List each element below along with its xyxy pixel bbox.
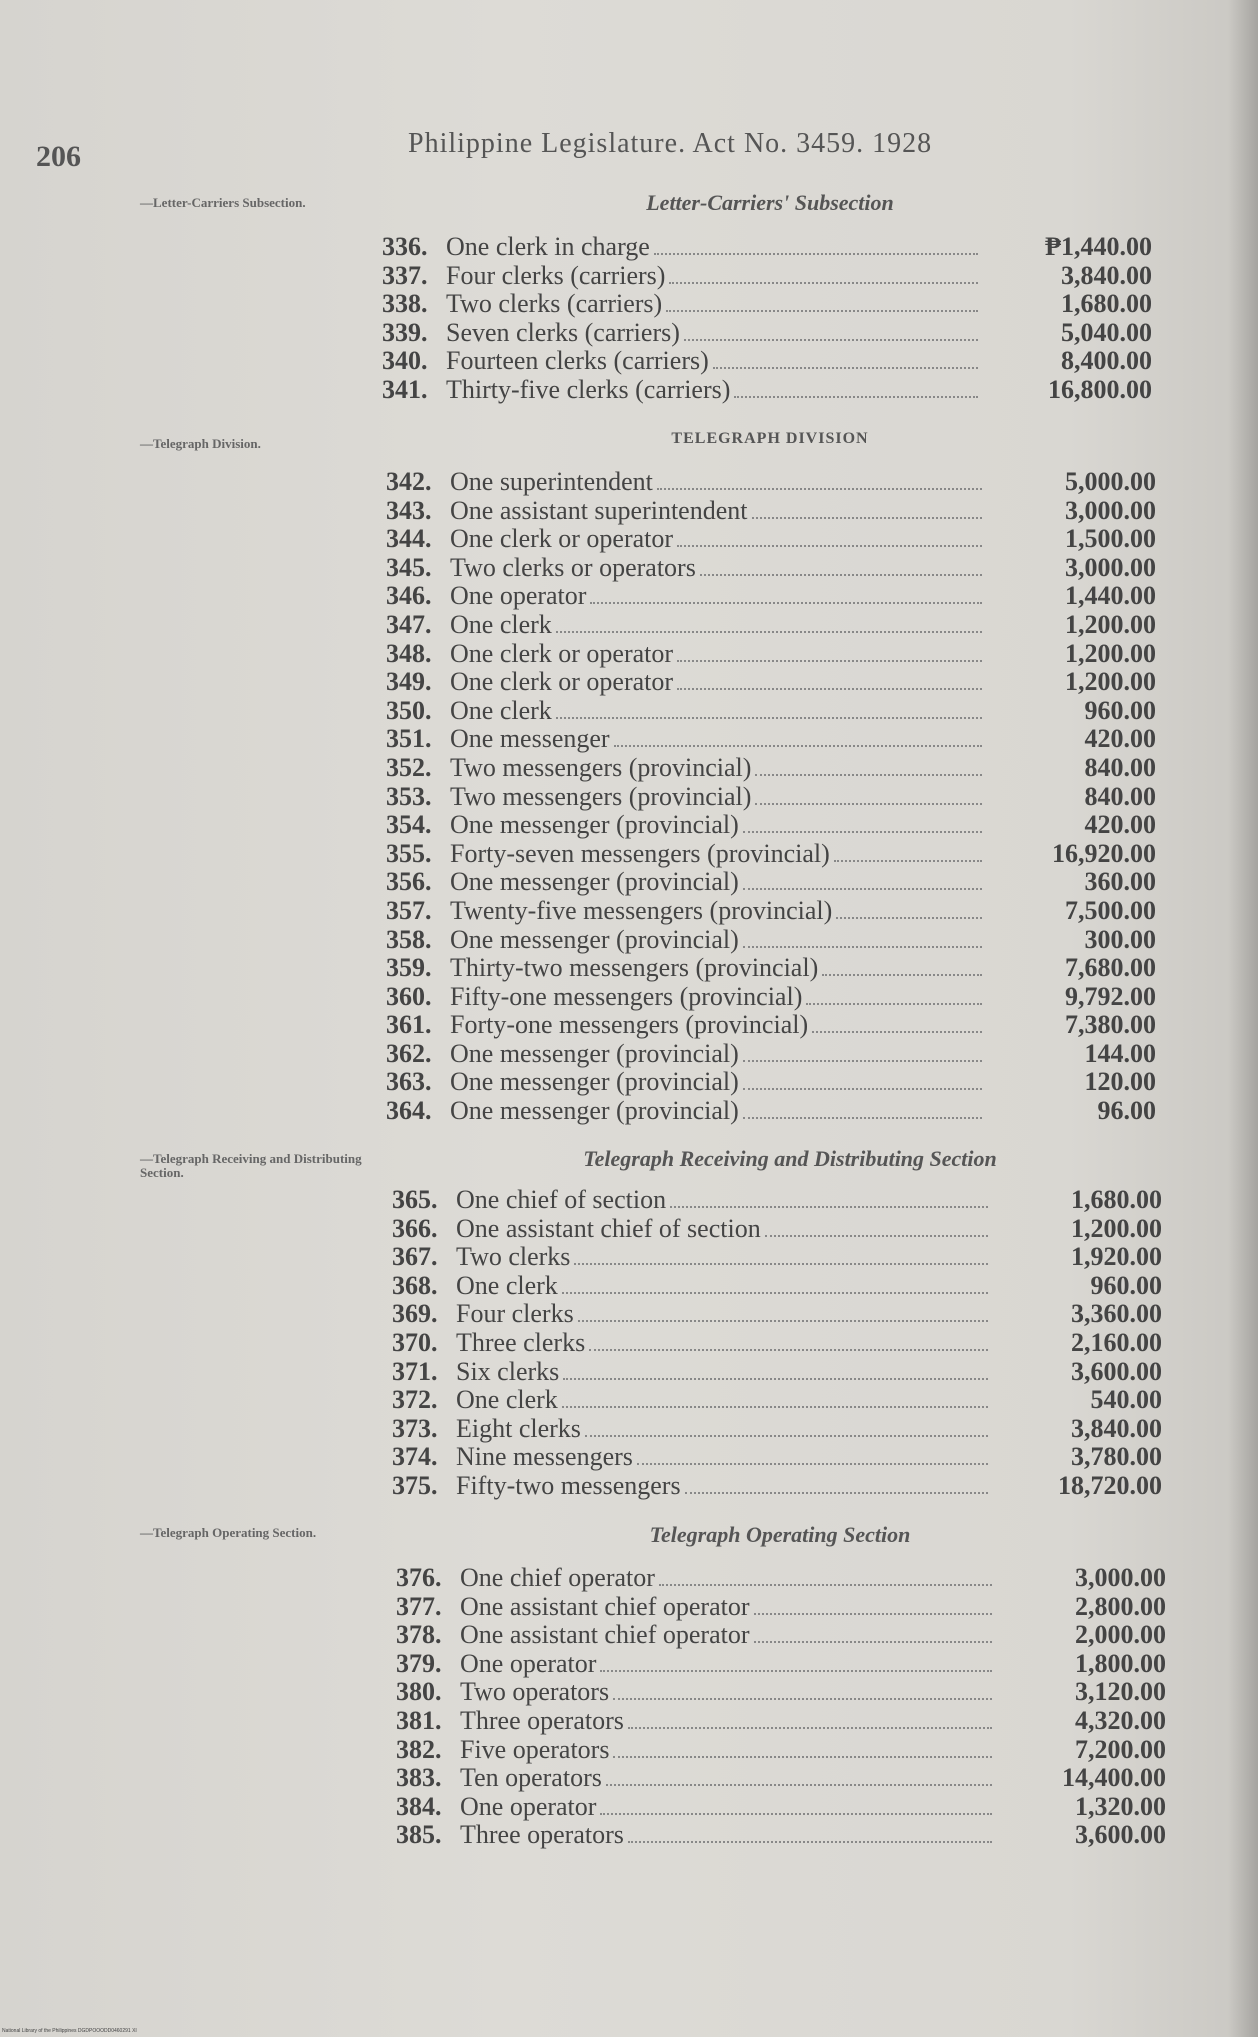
entry-description: One clerk or operator [450, 638, 674, 668]
entry-number: 345. [386, 552, 432, 582]
entry-amount: 420.00 [1084, 810, 1156, 840]
entry-description: Two clerks (carriers) [446, 289, 663, 319]
leader-dots [614, 745, 982, 747]
section-heading-telegraph-division: TELEGRAPH DIVISION [671, 430, 869, 447]
entries-receiving-distributing [392, 1185, 1162, 1500]
entry-number: 371. [392, 1356, 438, 1386]
entry-row [386, 553, 1156, 582]
entry-number: 336. [382, 232, 428, 261]
leader-dots [743, 888, 982, 890]
entry-amount: 18,720.00 [1058, 1470, 1162, 1500]
entry-description: One operator [460, 1648, 597, 1678]
leader-dots [606, 1784, 992, 1786]
entry-number: 367. [392, 1242, 438, 1272]
entry-amount: 3,840.00 [1071, 1413, 1162, 1443]
entry-description: One operator [450, 581, 587, 611]
leader-dots [556, 631, 982, 633]
entry-description: Two messengers (provincial) [450, 781, 752, 811]
entry-description: Four clerks [456, 1299, 574, 1329]
entry-amount: 7,680.00 [1065, 953, 1156, 983]
entry-description: One messenger (provincial) [450, 867, 739, 897]
entry-row [396, 1563, 1166, 1592]
entry-number: 369. [392, 1299, 438, 1329]
leader-dots [585, 1435, 988, 1437]
leader-dots [765, 1235, 988, 1237]
leader-dots [836, 917, 982, 919]
entry-amount: 1,200.00 [1065, 638, 1156, 668]
entry-row [386, 581, 1156, 610]
entry-number: 352. [386, 752, 432, 782]
entry-row [386, 839, 1156, 868]
entries-telegraph-division [386, 467, 1156, 1125]
entry-amount: 9,792.00 [1065, 981, 1156, 1011]
section-heading-operating: Telegraph Operating Section [649, 1522, 911, 1547]
entry-description: Nine messengers [456, 1442, 633, 1472]
entry-description: One chief of section [456, 1185, 667, 1214]
entry-row [396, 1649, 1166, 1678]
entry-row [386, 953, 1156, 982]
leader-dots [657, 488, 982, 490]
entry-number: 337. [382, 260, 428, 290]
leader-dots [628, 1727, 992, 1729]
entry-amount: 1,200.00 [1071, 1213, 1162, 1243]
page-number: 206 [36, 140, 81, 173]
entry-description: One clerk [456, 1385, 558, 1415]
entry-amount: 3,780.00 [1071, 1442, 1162, 1472]
leader-dots [677, 688, 982, 690]
entries-operating [396, 1563, 1166, 1849]
entry-number: 341. [382, 374, 428, 404]
entry-amount: 300.00 [1084, 924, 1156, 954]
entry-description: One clerk [456, 1270, 558, 1300]
entry-description: One clerk or operator [450, 667, 674, 697]
entry-description: Forty-seven messengers (provincial) [450, 838, 830, 868]
footer-attribution: National Library of the Philippines DGDPOOODD0460291 XI [2, 2028, 137, 2034]
leader-dots [734, 396, 978, 398]
entry-description: Two clerks [456, 1242, 571, 1272]
entry-row [386, 982, 1156, 1011]
entry-number: 350. [386, 695, 432, 725]
entry-row [392, 1214, 1162, 1243]
entry-description: Seven clerks (carriers) [446, 317, 680, 347]
entry-amount: 16,920.00 [1052, 838, 1156, 868]
entry-number: 382. [396, 1734, 442, 1764]
entry-amount: 7,380.00 [1065, 1010, 1156, 1040]
entry-description: One messenger (provincial) [450, 1038, 739, 1068]
entry-description: Two operators [460, 1677, 610, 1707]
entry-row [382, 318, 1152, 347]
entry-amount: 3,360.00 [1071, 1299, 1162, 1329]
entry-row [386, 467, 1156, 496]
entry-amount: 360.00 [1084, 867, 1156, 897]
entry-row [382, 232, 1152, 261]
leader-dots [590, 602, 982, 604]
leader-dots [659, 1584, 992, 1586]
entry-row [396, 1706, 1166, 1735]
entry-amount: 8,400.00 [1061, 346, 1152, 376]
entry-number: 342. [386, 467, 432, 496]
entry-number: 359. [386, 953, 432, 983]
entry-row [392, 1185, 1162, 1214]
entry-number: 354. [386, 810, 432, 840]
entry-row [386, 896, 1156, 925]
leader-dots [743, 1088, 982, 1090]
entry-description: One messenger (provincial) [450, 1096, 739, 1126]
leader-dots [834, 860, 982, 862]
entry-amount: 960.00 [1090, 1270, 1162, 1300]
leader-dots [700, 574, 982, 576]
entry-amount: 2,800.00 [1075, 1591, 1166, 1621]
entry-description: Thirty-five clerks (carriers) [446, 374, 731, 404]
entry-amount: 1,200.00 [1065, 609, 1156, 639]
entry-row [396, 1592, 1166, 1621]
entry-row [392, 1242, 1162, 1271]
section-heading-receiving-distributing: Telegraph Receiving and Distributing Section [583, 1146, 997, 1171]
entry-amount: 3,840.00 [1061, 260, 1152, 290]
leader-dots [743, 1060, 982, 1062]
entry-description: Fifty-two messengers [456, 1470, 681, 1500]
entry-row [392, 1471, 1162, 1500]
leader-dots [822, 974, 982, 976]
entry-description: Three operators [460, 1820, 624, 1850]
entry-row [386, 667, 1156, 696]
leader-dots [754, 1613, 992, 1615]
entry-amount: 2,160.00 [1071, 1327, 1162, 1357]
entry-description: One superintendent [450, 467, 653, 496]
entry-amount: 3,600.00 [1071, 1356, 1162, 1386]
leader-dots [556, 717, 982, 719]
entry-row [386, 610, 1156, 639]
entry-row [386, 925, 1156, 954]
leader-dots [743, 831, 982, 833]
leader-dots [562, 1406, 988, 1408]
entry-number: 375. [392, 1470, 438, 1500]
entry-number: 339. [382, 317, 428, 347]
leader-dots [589, 1349, 988, 1351]
entry-row [396, 1763, 1166, 1792]
entry-number: 380. [396, 1677, 442, 1707]
entry-row [396, 1792, 1166, 1821]
entry-number: 356. [386, 867, 432, 897]
entry-row [392, 1385, 1162, 1414]
entry-amount: 3,000.00 [1065, 552, 1156, 582]
entry-description: One clerk in charge [446, 232, 650, 261]
entry-row [386, 1039, 1156, 1068]
entry-row [386, 1010, 1156, 1039]
entry-amount: 3,000.00 [1065, 495, 1156, 525]
entry-amount: 16,800.00 [1048, 374, 1152, 404]
entry-amount: 1,500.00 [1065, 524, 1156, 554]
leader-dots [806, 1003, 982, 1005]
entry-amount: 1,320.00 [1075, 1791, 1166, 1821]
entry-number: 360. [386, 981, 432, 1011]
entry-row [386, 524, 1156, 553]
entry-number: 381. [396, 1705, 442, 1735]
entry-number: 366. [392, 1213, 438, 1243]
entry-row [382, 261, 1152, 290]
entry-description: Forty-one messengers (provincial) [450, 1010, 809, 1040]
entry-amount: 3,120.00 [1075, 1677, 1166, 1707]
entry-row [386, 639, 1156, 668]
entry-number: 351. [386, 724, 432, 754]
entry-number: 377. [396, 1591, 442, 1621]
entry-amount: 1,680.00 [1071, 1185, 1162, 1214]
entry-number: 338. [382, 289, 428, 319]
entry-number: 353. [386, 781, 432, 811]
entry-row [386, 1096, 1156, 1125]
entry-description: One messenger (provincial) [450, 1067, 739, 1097]
entry-row [386, 810, 1156, 839]
entry-number: 362. [386, 1038, 432, 1068]
entry-description: One assistant chief of section [456, 1213, 761, 1243]
leader-dots [613, 1698, 992, 1700]
margin-note-operating: —Telegraph Operating Section. [140, 1525, 317, 1540]
leader-dots [754, 1641, 992, 1643]
entry-amount: 5,000.00 [1065, 467, 1156, 496]
entry-number: 376. [396, 1563, 442, 1592]
entry-description: Eight clerks [456, 1413, 581, 1443]
entry-amount: 14,400.00 [1062, 1763, 1166, 1793]
entry-number: 364. [386, 1096, 432, 1126]
margin-note-telegraph-division: —Telegraph Division. [140, 436, 261, 451]
leader-dots [743, 946, 982, 948]
leader-dots [613, 1756, 992, 1758]
section-heading-letter-carriers: Letter-Carriers' Subsection [646, 190, 894, 215]
leader-dots [743, 1117, 982, 1119]
leader-dots [600, 1670, 992, 1672]
entry-number: 348. [386, 638, 432, 668]
leader-dots [752, 517, 983, 519]
leader-dots [574, 1263, 988, 1265]
entry-amount: 144.00 [1084, 1038, 1156, 1068]
entry-amount: 7,200.00 [1075, 1734, 1166, 1764]
entry-number: 344. [386, 524, 432, 554]
entry-description: One assistant superintendent [450, 495, 748, 525]
entry-number: 373. [392, 1413, 438, 1443]
entry-number: 374. [392, 1442, 438, 1472]
entry-amount: 420.00 [1084, 724, 1156, 754]
entry-description: Six clerks [456, 1356, 560, 1386]
entry-amount: 540.00 [1090, 1385, 1162, 1415]
entry-amount: 1,200.00 [1065, 667, 1156, 697]
entry-amount: 840.00 [1084, 781, 1156, 811]
entry-amount: 96.00 [1097, 1096, 1156, 1126]
entry-amount: 5,040.00 [1061, 317, 1152, 347]
leader-dots [812, 1031, 982, 1033]
entry-number: 340. [382, 346, 428, 376]
entry-number: 355. [386, 838, 432, 868]
entry-description: One clerk [450, 695, 552, 725]
entry-description: Three clerks [456, 1327, 586, 1357]
entry-row [392, 1271, 1162, 1300]
entry-row [386, 496, 1156, 525]
entry-description: One chief operator [460, 1563, 655, 1592]
leader-dots [677, 660, 982, 662]
entry-number: 343. [386, 495, 432, 525]
entry-description: One messenger (provincial) [450, 924, 739, 954]
entry-description: One clerk [450, 609, 552, 639]
entry-row [396, 1820, 1166, 1849]
leader-dots [669, 282, 978, 284]
entry-amount: 1,800.00 [1075, 1648, 1166, 1678]
entry-row [396, 1620, 1166, 1649]
leader-dots [666, 310, 978, 312]
entry-number: 346. [386, 581, 432, 611]
leader-dots [563, 1378, 988, 1380]
entry-amount: 4,320.00 [1075, 1705, 1166, 1735]
margin-note-receiving-distributing: —Telegraph Receiving and Distributing Section. [140, 1151, 362, 1180]
entry-row [382, 346, 1152, 375]
page-edge-shadow [1228, 0, 1258, 2037]
leader-dots [628, 1841, 992, 1843]
running-head: Philippine Legislature. Act No. 3459. 1928 [408, 128, 933, 159]
entry-description: Three operators [460, 1705, 624, 1735]
entry-number: 370. [392, 1327, 438, 1357]
entry-description: Ten operators [460, 1763, 602, 1793]
entry-number: 368. [392, 1270, 438, 1300]
entry-number: 349. [386, 667, 432, 697]
entry-description: Thirty-two messengers (provincial) [450, 953, 819, 983]
entry-description: Twenty-five messengers (provincial) [450, 895, 833, 925]
entry-row [392, 1414, 1162, 1443]
entries-letter-carriers [382, 232, 1152, 404]
leader-dots [562, 1292, 988, 1294]
entry-number: 383. [396, 1763, 442, 1793]
entry-amount: 3,000.00 [1075, 1563, 1166, 1592]
entry-description: Fifty-one messengers (provincial) [450, 981, 803, 1011]
entry-row [392, 1357, 1162, 1386]
entry-number: 379. [396, 1648, 442, 1678]
entry-description: One clerk or operator [450, 524, 674, 554]
leader-dots [713, 367, 978, 369]
entry-amount: 7,500.00 [1065, 895, 1156, 925]
entry-amount: 2,000.00 [1075, 1620, 1166, 1650]
leader-dots [677, 545, 982, 547]
entry-description: One assistant chief operator [460, 1591, 750, 1621]
entry-number: 357. [386, 895, 432, 925]
entry-amount: 1,680.00 [1061, 289, 1152, 319]
entry-description: Two clerks or operators [450, 552, 696, 582]
entry-row [392, 1328, 1162, 1357]
entry-amount: 840.00 [1084, 752, 1156, 782]
leader-dots [654, 253, 978, 255]
leader-dots [637, 1463, 988, 1465]
entry-number: 365. [392, 1185, 438, 1214]
entry-amount: 960.00 [1084, 695, 1156, 725]
entry-row [386, 753, 1156, 782]
entry-amount: 1,440.00 [1065, 581, 1156, 611]
entry-number: 384. [396, 1791, 442, 1821]
entry-row [386, 782, 1156, 811]
entry-amount: 1,920.00 [1071, 1242, 1162, 1272]
entry-row [386, 867, 1156, 896]
entry-number: 363. [386, 1067, 432, 1097]
entry-row [396, 1735, 1166, 1764]
entry-description: Fourteen clerks (carriers) [446, 346, 709, 376]
entry-number: 358. [386, 924, 432, 954]
entry-amount: 3,600.00 [1075, 1820, 1166, 1850]
entry-row [392, 1442, 1162, 1471]
leader-dots [578, 1320, 988, 1322]
entry-row [392, 1299, 1162, 1328]
entry-amount: ₱1,440.00 [1045, 232, 1152, 261]
leader-dots [685, 1492, 988, 1494]
entry-description: One messenger [450, 724, 610, 754]
entry-description: Four clerks (carriers) [446, 260, 666, 290]
entry-row [382, 289, 1152, 318]
entry-description: One messenger (provincial) [450, 810, 739, 840]
leader-dots [755, 803, 982, 805]
entry-description: One operator [460, 1791, 597, 1821]
entry-description: Five operators [460, 1734, 610, 1764]
entry-number: 378. [396, 1620, 442, 1650]
entry-row [386, 724, 1156, 753]
entry-row [396, 1677, 1166, 1706]
leader-dots [684, 339, 978, 341]
leader-dots [670, 1206, 988, 1208]
entry-number: 385. [396, 1820, 442, 1850]
margin-note-letter-carriers: —Letter-Carriers Subsection. [140, 195, 306, 210]
entry-row [386, 696, 1156, 725]
entry-description: One assistant chief operator [460, 1620, 750, 1650]
entry-number: 361. [386, 1010, 432, 1040]
entry-number: 347. [386, 609, 432, 639]
entry-row [386, 1067, 1156, 1096]
leader-dots [755, 774, 982, 776]
entry-row [382, 375, 1152, 404]
entry-description: Two messengers (provincial) [450, 752, 752, 782]
entry-amount: 120.00 [1084, 1067, 1156, 1097]
leader-dots [600, 1813, 992, 1815]
entry-number: 372. [392, 1385, 438, 1415]
